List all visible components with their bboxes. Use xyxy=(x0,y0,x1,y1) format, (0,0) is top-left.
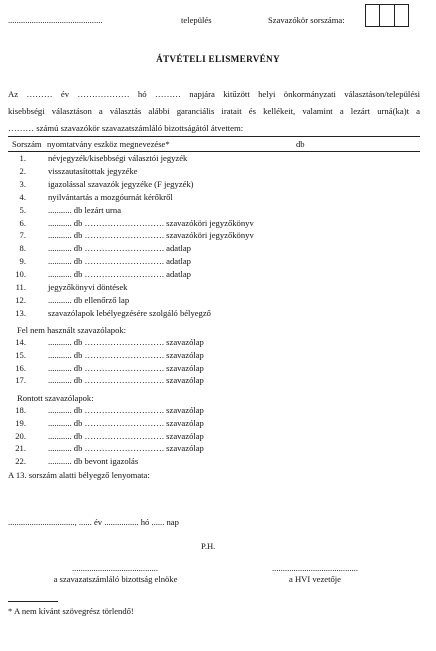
item-description[interactable]: ........... db ………………………. szavazólap xyxy=(48,375,204,386)
section-unused-ballots: Fel nem használt szavazólapok: xyxy=(17,325,127,335)
item-number: 10. xyxy=(15,269,26,280)
list-item xyxy=(0,218,436,231)
item-description[interactable]: ........... db lezárt urna xyxy=(48,204,122,215)
col-header-number: Sorszám xyxy=(12,139,42,149)
item-number: 1. xyxy=(19,153,26,163)
list-item xyxy=(0,282,436,295)
list-item xyxy=(0,443,436,456)
item-description[interactable]: ........... db ………………………. adatlap xyxy=(48,243,191,254)
seal-placeholder: P.H. xyxy=(201,541,216,551)
item-description[interactable]: ........... db ………………………. szavazóköri jegyzőkönyv xyxy=(48,217,254,228)
item-number: 17. xyxy=(15,375,26,386)
table-top-rule xyxy=(8,136,420,137)
item-number: 6. xyxy=(19,217,26,228)
district-number-label: Szavazókör sorszáma: xyxy=(268,15,345,25)
item-number: 22. xyxy=(15,456,26,467)
item-description[interactable]: ........... db ………………………. adatlap xyxy=(48,256,191,267)
item-description[interactable]: igazolással szavazók jegyzéke (F jegyzék) xyxy=(48,178,194,189)
footnote: * A nem kívánt szövegrész törlendő! xyxy=(8,606,134,616)
item-number: 11. xyxy=(15,282,26,292)
item-number: 19. xyxy=(15,417,26,428)
signature-label-chair: a szavazatszámláló bizottság elnöke xyxy=(53,574,178,584)
item-number: 4. xyxy=(19,191,26,202)
signature-line-chair[interactable]: ........................................ xyxy=(72,563,158,573)
item-description[interactable]: névjegyzék/kisebbségi választói jegyzék xyxy=(48,153,188,163)
list-item xyxy=(0,243,436,256)
item-description[interactable]: ........... db ………………………. szavazólap xyxy=(48,349,204,360)
table-header-rule xyxy=(8,151,420,152)
item-description[interactable]: ........... db bevont igazolás xyxy=(48,456,139,467)
item-description[interactable]: visszautasítottak jegyzéke xyxy=(48,165,138,176)
district-digit-box[interactable] xyxy=(366,5,380,26)
item-description[interactable]: jegyzőkönyvi döntések xyxy=(48,282,128,292)
list-item xyxy=(0,295,436,308)
list-item xyxy=(0,418,436,431)
footnote-rule xyxy=(8,601,58,602)
list-item xyxy=(0,166,436,179)
item-description[interactable]: ........... db ………………………. adatlap xyxy=(48,269,191,280)
item-number: 9. xyxy=(19,256,26,267)
item-description[interactable]: ........... db ………………………. szavazóköri jegyzőkönyv xyxy=(48,230,254,241)
stamp-note: A 13. sorszám alatti bélyegző lenyomata: xyxy=(8,470,150,480)
item-description[interactable]: ........... db ………………………. szavazólap xyxy=(48,430,204,441)
list-item xyxy=(0,256,436,269)
list-item xyxy=(0,192,436,205)
item-number: 15. xyxy=(15,349,26,360)
item-description[interactable]: szavazólapok lebélyegzésére szolgáló bélyegző xyxy=(48,307,211,318)
item-description[interactable]: ........... db ellenőrző lap xyxy=(48,294,130,305)
item-number: 3. xyxy=(19,178,26,189)
item-number: 16. xyxy=(15,362,26,373)
item-description[interactable]: ........... db ………………………. szavazólap xyxy=(48,443,204,454)
date-line[interactable]: ..............................., ...... év ................ hó ...... nap xyxy=(8,517,179,527)
list-item xyxy=(0,308,436,321)
item-description[interactable]: nyilvántartás a mozgóurnát kérőkről xyxy=(48,191,173,202)
list-item xyxy=(0,456,436,469)
item-number: 2. xyxy=(19,165,26,176)
list-item xyxy=(0,337,436,350)
list-item xyxy=(0,431,436,444)
item-description[interactable]: ........... db ………………………. szavazólap xyxy=(48,362,204,373)
district-digit-box[interactable] xyxy=(380,5,394,26)
intro-line-2: kisebbségi választáson a választás alábbi garanciális iratait és kellékeit, valamint a lezárt urná(ka)t a xyxy=(8,106,420,116)
item-description[interactable]: ........... db ………………………. szavazólap xyxy=(48,337,204,347)
signature-label-hvi: a HVI vezetője xyxy=(288,574,341,584)
list-item xyxy=(0,179,436,192)
list-item xyxy=(0,363,436,376)
list-item xyxy=(0,350,436,363)
intro-line-3: ……… számú szavazókör szavazatszámláló bizottságától átvettem: xyxy=(8,123,244,133)
list-item xyxy=(0,375,436,388)
section-spoiled-ballots: Rontott szavazólapok: xyxy=(17,393,94,403)
item-description[interactable]: ........... db ………………………. szavazólap xyxy=(48,405,204,415)
col-header-count: db xyxy=(296,139,305,149)
item-number: 13. xyxy=(15,307,26,318)
item-number: 18. xyxy=(15,405,26,415)
item-number: 20. xyxy=(15,430,26,441)
list-item xyxy=(0,269,436,282)
item-number: 5. xyxy=(19,204,26,215)
signature-line-hvi[interactable]: ........................................ xyxy=(272,563,358,573)
item-number: 14. xyxy=(15,337,26,347)
district-digit-box[interactable] xyxy=(395,5,408,26)
settlement-field[interactable]: ............................................ xyxy=(8,15,103,25)
settlement-label: település xyxy=(181,15,212,25)
col-header-item: nyomtatvány eszköz megnevezése* xyxy=(47,139,170,149)
item-number: 8. xyxy=(19,243,26,254)
document-title: ÁTVÉTELI ELISMERVÉNY xyxy=(156,54,280,64)
district-number-boxes[interactable] xyxy=(365,4,409,27)
list-item xyxy=(0,205,436,218)
item-number: 7. xyxy=(19,230,26,241)
list-item xyxy=(0,230,436,243)
item-number: 12. xyxy=(15,294,26,305)
list-item xyxy=(0,405,436,418)
item-description[interactable]: ........... db ………………………. szavazólap xyxy=(48,417,204,428)
intro-line-1: Az ……… év ……………… hó ……… napjára kitűzött helyi önkormányzati választáson/települési xyxy=(8,89,420,99)
list-item xyxy=(0,153,436,166)
item-number: 21. xyxy=(15,443,26,454)
